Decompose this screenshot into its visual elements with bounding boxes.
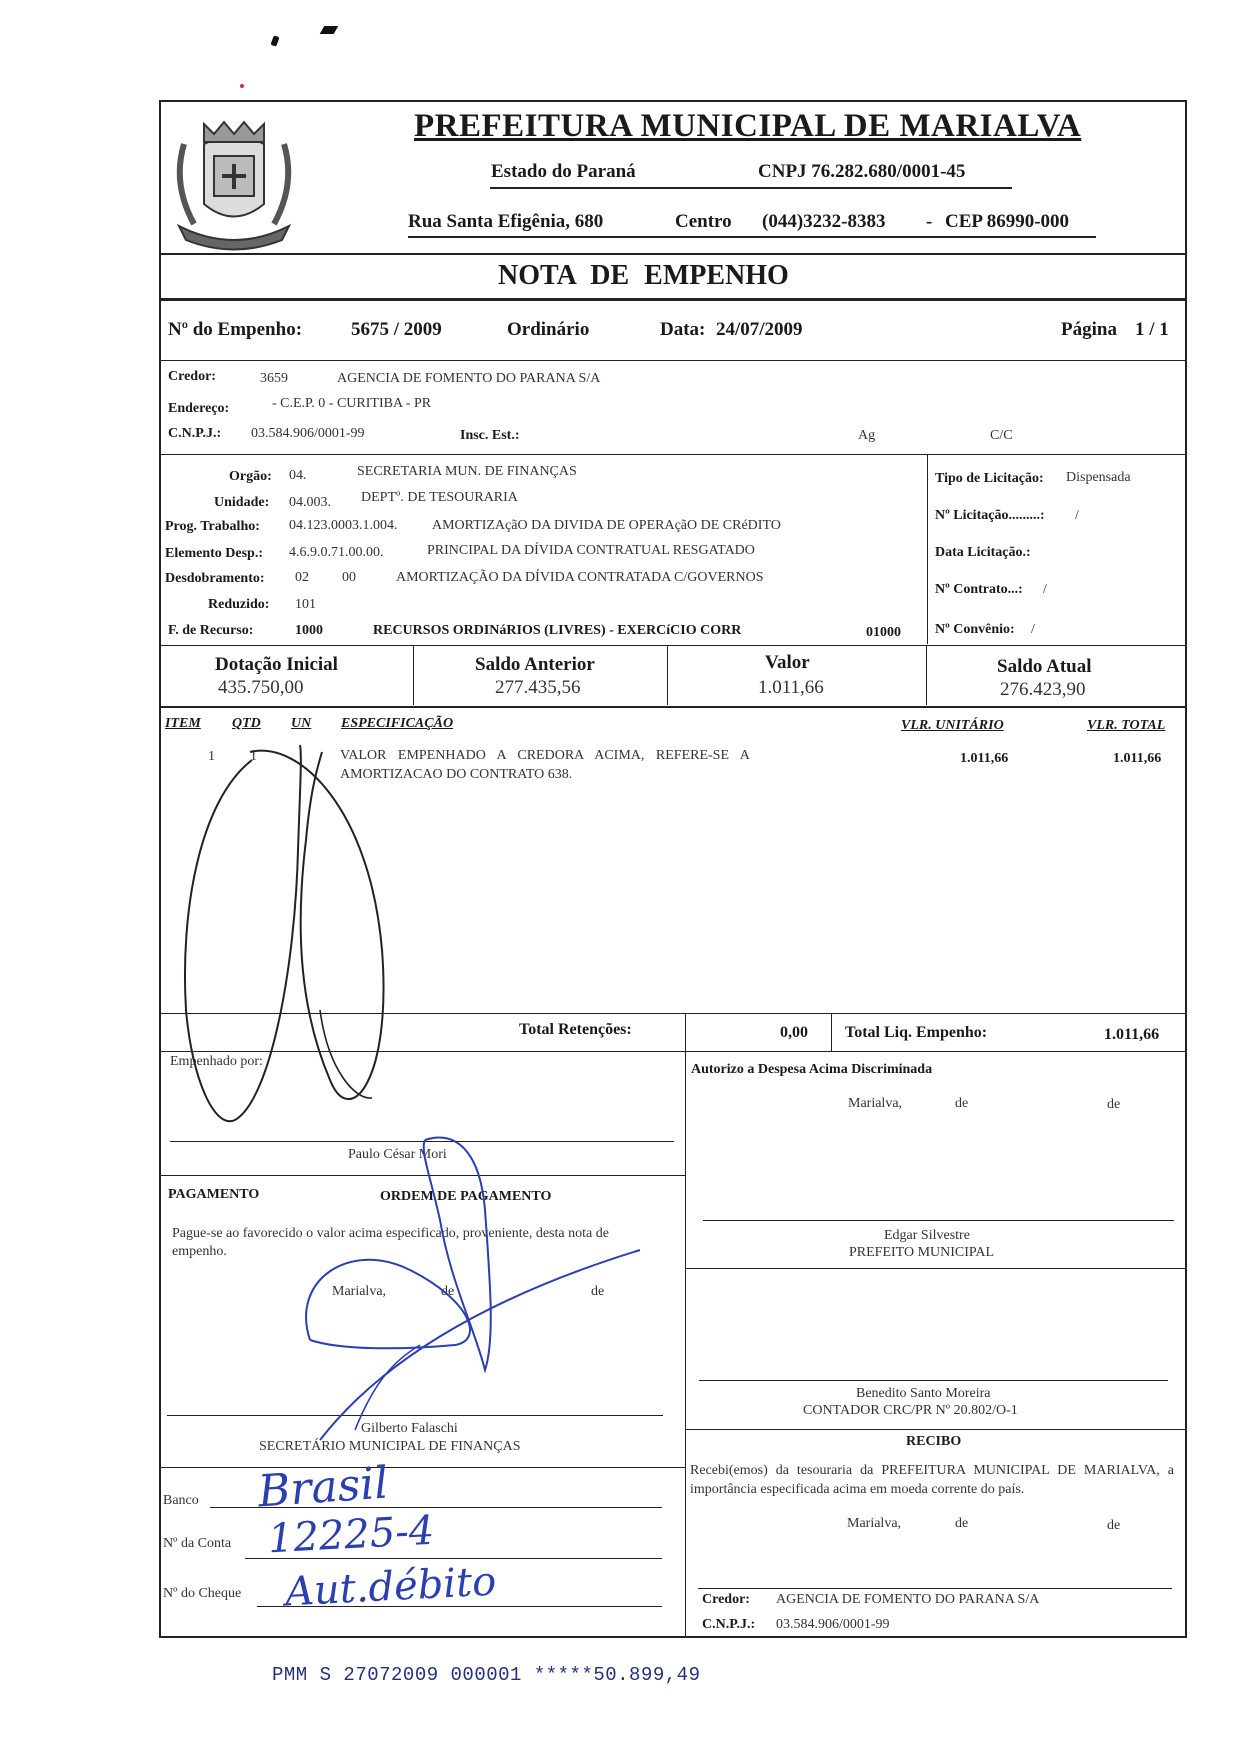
liq-empenho-value: 1.011,66 (1104, 1026, 1160, 1043)
recurso-label: F. de Recurso: (168, 623, 254, 638)
recibo-de1: de (955, 1516, 969, 1531)
secretario-role: SECRETÁRIO MUNICIPAL DE FINANÇAS (259, 1439, 521, 1454)
ag-label: Ag (858, 428, 876, 443)
data-licitacao-label: Data Licitação.: (935, 545, 1031, 560)
recurso-name: RECURSOS ORDINáRIOS (LIVRES) - EXERCíCIO CORR (373, 623, 742, 638)
num-licitacao-label: Nº Licitação.........: (935, 508, 1045, 523)
contador-name: Benedito Santo Moreira (856, 1386, 991, 1401)
valor-value: 1.011,66 (758, 677, 824, 698)
col-especificacao: ESPECIFICAÇÃO (341, 716, 454, 731)
retencoes-value: 0,00 (780, 1024, 808, 1041)
pagamento-text: Pague-se ao favorecido o valor acima especificado, proveniente, desta nota de empenho. (172, 1226, 609, 1259)
ordem-pagamento-label: ORDEM DE PAGAMENTO (380, 1189, 552, 1204)
pagamento-city: Marialva, (332, 1284, 387, 1299)
contador-role: CONTADOR CRC/PR Nº 20.802/O-1 (803, 1403, 1018, 1418)
header-title: PREFEITURA MUNICIPAL DE MARIALVA (414, 108, 1082, 144)
valor-label: Valor (765, 652, 810, 673)
banco-label: Banco (163, 1493, 199, 1508)
autorizo-de2: de (1107, 1097, 1121, 1112)
col-item: ITEM (165, 716, 201, 731)
document-title: NOTA DE EMPENHO (498, 260, 789, 291)
signature-black (160, 700, 420, 1140)
saldo-atual-label: Saldo Atual (997, 656, 1092, 677)
recibo-label: RECIBO (906, 1434, 962, 1449)
elemento-label: Elemento Desp.: (165, 546, 263, 561)
cheque-label: Nº do Cheque (163, 1586, 242, 1601)
saldo-anterior-value: 277.435,56 (495, 677, 581, 698)
header-center: Centro (675, 211, 732, 232)
desdob-name: AMORTIZAÇÃO DA DÍVIDA CONTRATADA C/GOVERNOS (396, 570, 764, 585)
dotacao-label: Dotação Inicial (215, 654, 338, 675)
prog-name: AMORTIZAçãO DA DIVIDA DE OPERAçãO DE CRéDITO (432, 518, 781, 533)
prog-label: Prog. Trabalho: (165, 519, 260, 534)
reduzido-value: 101 (295, 597, 316, 612)
autorizo-city: Marialva, (848, 1096, 903, 1111)
orgao-label: Orgão: (229, 469, 272, 484)
recibo-text: Recebi(emos) da tesouraria da PREFEITURA MUNICIPAL DE MARIALVA, a importância especificada acima em moeda corrente do país. (690, 1463, 1174, 1497)
dotacao-value: 435.750,00 (218, 677, 304, 698)
col-vlr-total: VLR. TOTAL (1087, 718, 1166, 733)
handwritten-cheque: Aut.débito (283, 1558, 498, 1616)
conta-label: Nº da Conta (163, 1536, 232, 1551)
contrato-value: / (1043, 582, 1047, 597)
row-item: 1 (208, 749, 215, 764)
recibo-cnpj-value: 03.584.906/0001-99 (776, 1617, 890, 1632)
header-cep: CEP 86990-000 (945, 211, 1070, 232)
desdob-b: 00 (342, 570, 356, 585)
pagamento-label: PAGAMENTO (168, 1187, 260, 1202)
row-unit-value: 1.011,66 (960, 751, 1009, 766)
header-phone: (044)3232-8383 (762, 211, 886, 232)
empenhado-name: Paulo César Mori (348, 1147, 447, 1162)
endereco-value: - C.E.P. 0 - CURITIBA - PR (272, 396, 432, 411)
autorizo-label: Autorizo a Despesa Acima Discriminada (691, 1062, 933, 1077)
scan-speck (320, 26, 339, 34)
recibo-city: Marialva, (847, 1516, 902, 1531)
cnpj-label: C.N.P.J.: (168, 426, 222, 441)
elemento-name: PRINCIPAL DA DÍVIDA CONTRATUAL RESGATADO (427, 543, 755, 558)
desdob-label: Desdobramento: (165, 571, 265, 586)
unidade-label: Unidade: (214, 495, 270, 510)
header-cnpj: CNPJ 76.282.680/0001-45 (758, 161, 966, 182)
unidade-code: 04.003. (289, 495, 331, 510)
prefeito-role: PREFEITO MUNICIPAL (849, 1245, 995, 1260)
credor-code: 3659 (260, 371, 288, 386)
orgao-code: 04. (289, 468, 307, 483)
saldo-anterior-label: Saldo Anterior (475, 654, 595, 675)
signature-blue (280, 1130, 660, 1470)
recibo-cnpj-label: C.N.P.J.: (702, 1617, 756, 1632)
page-value: 1 / 1 (1135, 319, 1169, 340)
tipo-licitacao-label: Tipo de Licitação: (935, 471, 1044, 486)
scan-speck (240, 84, 244, 88)
date-label: Data: (660, 319, 706, 340)
empenho-label: Nº do Empenho: (168, 319, 303, 340)
bottom-stamp: PMM S 27072009 000001 *****50.899,49 (272, 1664, 701, 1686)
credor-label: Credor: (168, 369, 216, 384)
prefeito-name: Edgar Silvestre (884, 1228, 970, 1243)
col-un: UN (291, 716, 312, 731)
recibo-credor-label: Credor: (702, 1592, 750, 1607)
cc-label: C/C (990, 428, 1013, 443)
unidade-name: DEPTº. DE TESOURARIA (361, 490, 518, 505)
secretario-name: Gilberto Falaschi (361, 1421, 458, 1436)
recurso-code: 1000 (295, 623, 323, 638)
prog-code: 04.123.0003.1.004. (289, 518, 398, 533)
desdob-a: 02 (295, 570, 309, 585)
elemento-code: 4.6.9.0.71.00.00. (289, 545, 384, 560)
row-desc-line2: AMORTIZACAO DO CONTRATO 638. (340, 767, 573, 782)
handwritten-conta: 12225-4 (266, 1507, 436, 1563)
contrato-label: Nº Contrato...: (935, 582, 1023, 597)
tipo-licitacao-value: Dispensada (1066, 470, 1131, 485)
col-vlr-unitario: VLR. UNITÁRIO (901, 718, 1004, 733)
pagamento-de2: de (591, 1284, 605, 1299)
empenho-number: 5675 / 2009 (351, 319, 442, 340)
retencoes-label: Total Retenções: (519, 1021, 632, 1038)
col-qtd: QTD (232, 716, 261, 731)
autorizo-de1: de (955, 1096, 969, 1111)
convenio-label: Nº Convênio: (935, 622, 1015, 637)
pagamento-de1: de (441, 1284, 455, 1299)
header-state: Estado do Paraná (491, 161, 636, 182)
liq-empenho-label: Total Liq. Empenho: (845, 1024, 988, 1041)
header-sep: - (926, 211, 933, 232)
recibo-de2: de (1107, 1518, 1121, 1533)
recibo-credor-value: AGENCIA DE FOMENTO DO PARANA S/A (776, 1592, 1040, 1607)
date-value: 24/07/2009 (716, 319, 803, 340)
orgao-name: SECRETARIA MUN. DE FINANÇAS (357, 464, 577, 479)
empenhado-label: Empenhado por: (170, 1054, 263, 1069)
row-total-value: 1.011,66 (1113, 751, 1162, 766)
row-qtd: 1 (250, 749, 257, 764)
endereco-label: Endereço: (168, 401, 230, 416)
insc-label: Insc. Est.: (460, 428, 520, 443)
header-address: Rua Santa Efigênia, 680 (408, 211, 604, 232)
num-licitacao-value: / (1075, 508, 1079, 523)
row-desc-line1: VALOR EMPENHADO A CREDORA ACIMA, REFERE-SE A (340, 748, 750, 763)
cnpj-value: 03.584.906/0001-99 (251, 426, 365, 441)
scan-speck (270, 35, 279, 46)
coat-of-arms-logo (164, 104, 304, 254)
saldo-atual-value: 276.423,90 (1000, 679, 1086, 700)
reduzido-label: Reduzido: (208, 597, 270, 612)
page-label: Página (1061, 319, 1117, 340)
credor-name: AGENCIA DE FOMENTO DO PARANA S/A (337, 371, 601, 386)
empenho-type: Ordinário (507, 319, 590, 340)
handwritten-banco: Brasil (256, 1457, 390, 1518)
recurso-tail: 01000 (866, 625, 901, 640)
convenio-value: / (1031, 622, 1035, 637)
